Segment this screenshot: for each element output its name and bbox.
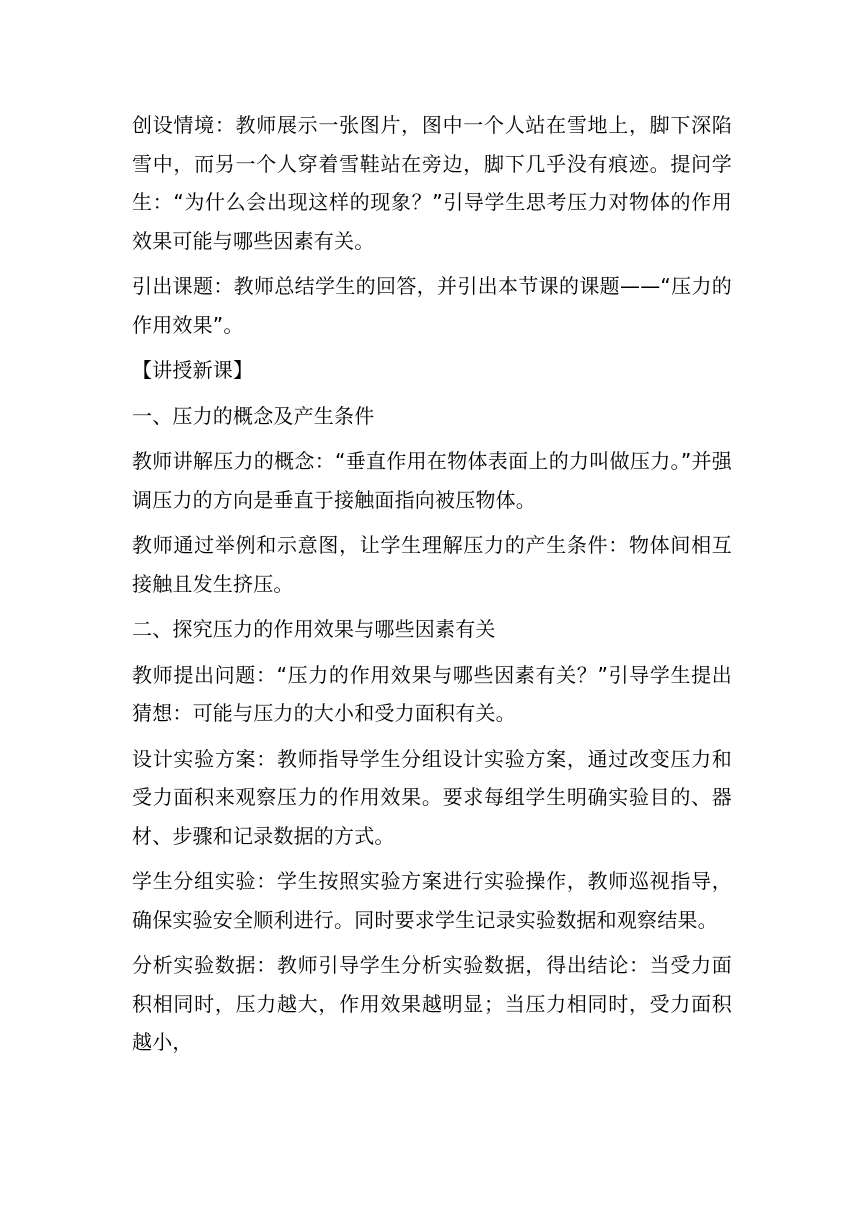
heading-explore-factors: 二、探究压力的作用效果与哪些因素有关 <box>132 617 496 641</box>
paragraph-group-experiment: 学生分组实验：学生按照实验方案进行实验操作，教师巡视指导，确保实验安全顺利进行。同时要求学生记录实验数据和观察结果。 <box>132 869 732 932</box>
paragraph-pressure-definition: 教师讲解压力的概念：“垂直作用在物体表面上的力叫做压力。”并强调压力的方向是垂直于接触面指向被压物体。 <box>132 449 732 512</box>
paragraph-situation: 创设情境：教师展示一张图片，图中一个人站在雪地上，脚下深陷雪中，而另一个人穿着雪鞋站在旁边，脚下几乎没有痕迹。提问学生：“为什么会出现这样的现象？”引导学生思考压力对物体的作用效果可能与哪些因素有关。 <box>132 113 732 253</box>
paragraph-question-hypothesis: 教师提出问题：“压力的作用效果与哪些因素有关？”引导学生提出猜想：可能与压力的大小和受力面积有关。 <box>132 662 732 725</box>
paragraph-pressure-conditions: 教师通过举例和示意图，让学生理解压力的产生条件：物体间相互接触且发生挤压。 <box>132 533 732 596</box>
heading-pressure-concept: 一、压力的概念及产生条件 <box>132 403 375 428</box>
document-page <box>132 106 732 1069</box>
paragraph-topic-intro: 引出课题：教师总结学生的回答，并引出本节课的课题——“压力的作用效果”。 <box>132 274 732 337</box>
section-heading-new-lesson: 【讲授新课】 <box>132 358 254 382</box>
paragraph-experiment-design: 设计实验方案：教师指导学生分组设计实验方案，通过改变压力和受力面积来观察压力的作用效果。要求每组学生明确实验目的、器材、步骤和记录数据的方式。 <box>132 746 732 848</box>
paragraph-data-analysis: 分析实验数据：教师引导学生分析实验数据，得出结论：当受力面积相同时，压力越大，作用效果越明显；当压力相同时，受力面积越小， <box>132 953 732 1054</box>
